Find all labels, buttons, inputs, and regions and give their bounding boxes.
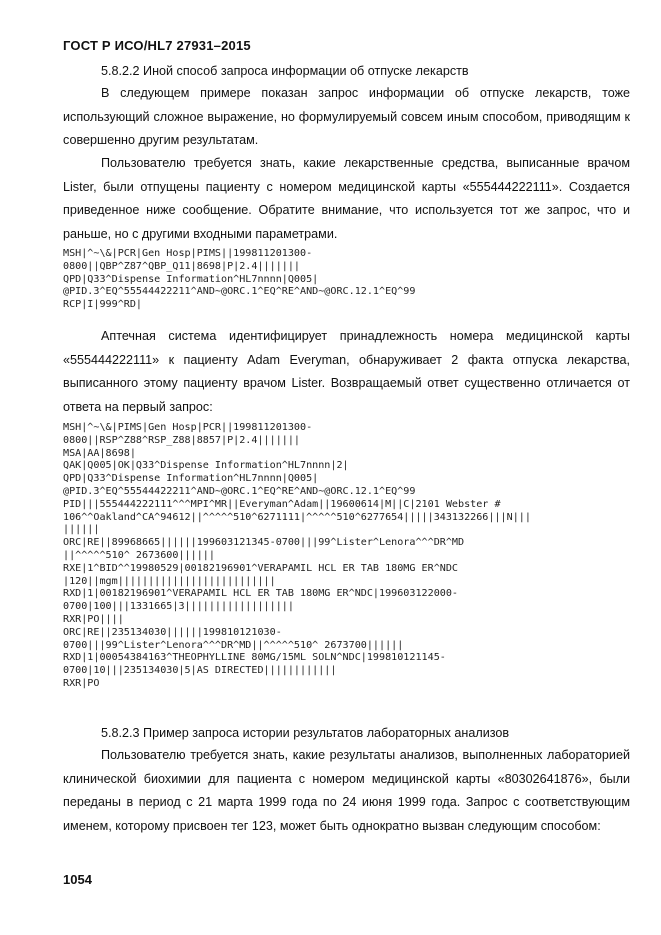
code-block-response [63, 422, 531, 691]
code-line: QPD|Q33^Dispense Information^HL7nnnn|Q005| [63, 473, 319, 485]
paragraph-intro: В следующем примере показан запрос информации об отпуске лекарств, тоже использующий сложное выражение, но формулируемый совсем иным способом, приводящим к совершенно другим результатам. [63, 86, 630, 147]
section-heading-5-8-2-2: 5.8.2.2 Иной способ запроса информации об отпуске лекарств [101, 64, 469, 78]
code-line: RXD|1|00054384163^THEOPHYLLINE 80MG/15ML SOLN^NDC|199810121145- [63, 652, 446, 664]
code-line: ORC|RE||235134030||||||199810121030- [63, 626, 282, 638]
code-line: QPD|Q33^Dispense Information^HL7nnnn|Q005| [63, 273, 319, 285]
code-line: ||^^^^^510^ 2673600|||||| [63, 549, 215, 561]
code-line: RXR|PO [63, 677, 100, 689]
code-line: MSH|^~\&|PCR|Gen Hosp|PIMS||199811201300- [63, 248, 313, 259]
code-block-query [63, 248, 415, 312]
code-line: 0700|100|||1331665|3|||||||||||||||||| [63, 601, 294, 613]
code-line: |120||mgm|||||||||||||||||||||||||| [63, 575, 276, 587]
code-line: @PID.3^EQ^55544422211^AND~@ORC.1^EQ^RE^AND~@ORC.12.1^EQ^99 [63, 286, 416, 298]
document-header: ГОСТ Р ИСО/HL7 27931–2015 [63, 38, 251, 53]
code-line: MSH|^~\&|PIMS|Gen Hosp|PCR||199811201300- [63, 422, 313, 433]
section-heading-5-8-2-3: 5.8.2.3 Пример запроса истории результатов лабораторных анализов [101, 726, 510, 740]
code-line: 0800||QBP^Z87^QBP_Q11|8698|P|2.4||||||| [63, 260, 301, 272]
paragraph-response-intro: Аптечная система идентифицирует принадлежность номера медицинской карты «555444222111» к пациенту Adam Everyman, обнаруживает 2 факта отпуска лекарства, выписанного этому пациенту врачом Lister. Возвращаемый ответ существенно отличается от ответа на первый запрос: [63, 329, 630, 414]
paragraph-lab-history: Пользователю требуется знать, какие результаты анализов, выполненных лабораторией клинической биохимии для пациента с номером медицинской карты «80302641876», были переданы в период с 21 марта 1999 года по 24 июня 1999 года. Запрос с соответствующим именем, которому присвоен тег 123, может быть однократно вызван следующим способом: [63, 748, 630, 833]
code-line: @PID.3^EQ^55544422211^AND~@ORC.1^EQ^RE^AND~@ORC.12.1^EQ^99 [63, 485, 416, 497]
code-line: PID|||555444222111^^^MPI^MR||Everyman^Adam||19600614|M||C|2101 Webster # [63, 498, 501, 510]
code-line: RXE|1^BID^^19980529|00182196901^VERAPAMIL HCL ER TAB 180MG ER^NDC [63, 562, 459, 574]
code-line: RXD|1|00182196901^VERAPAMIL HCL ER TAB 180MG ER^NDC|199603122000- [63, 588, 459, 600]
code-line: QAK|Q005|OK|Q33^Dispense Information^HL7nnnn|2| [63, 460, 349, 472]
code-line: 0800||RSP^Z88^RSP_Z88|8857|P|2.4||||||| [63, 434, 301, 446]
code-line: RXR|PO|||| [63, 613, 124, 625]
code-line: |||||| [63, 524, 100, 536]
code-line: 0700|10|||235134030|5|AS DIRECTED|||||||||||| [63, 665, 337, 677]
code-line: ORC|RE||89968665||||||199603121345-0700|||99^Lister^Lenora^^^DR^MD [63, 537, 465, 549]
code-line: MSA|AA|8698| [63, 447, 136, 459]
paragraph-request: Пользователю требуется знать, какие лекарственные средства, выписанные врачом Lister, были отпущены пациенту с номером медицинской карты «555444222111». Создается приведенное ниже сообщение. Обратите внимание, что используется тот же запрос, что и раньше, но с другими входными параметрами. [63, 156, 630, 241]
page-number: 1054 [63, 872, 92, 887]
code-line: 106^^Oakland^CA^94612||^^^^^510^6271111|^^^^^510^6277654|||||343132266|||N||| [63, 511, 531, 523]
code-line: 0700|||99^Lister^Lenora^^^DR^MD||^^^^^510^ 2673700|||||| [63, 639, 404, 651]
code-line: RCP|I|999^RD| [63, 299, 143, 311]
